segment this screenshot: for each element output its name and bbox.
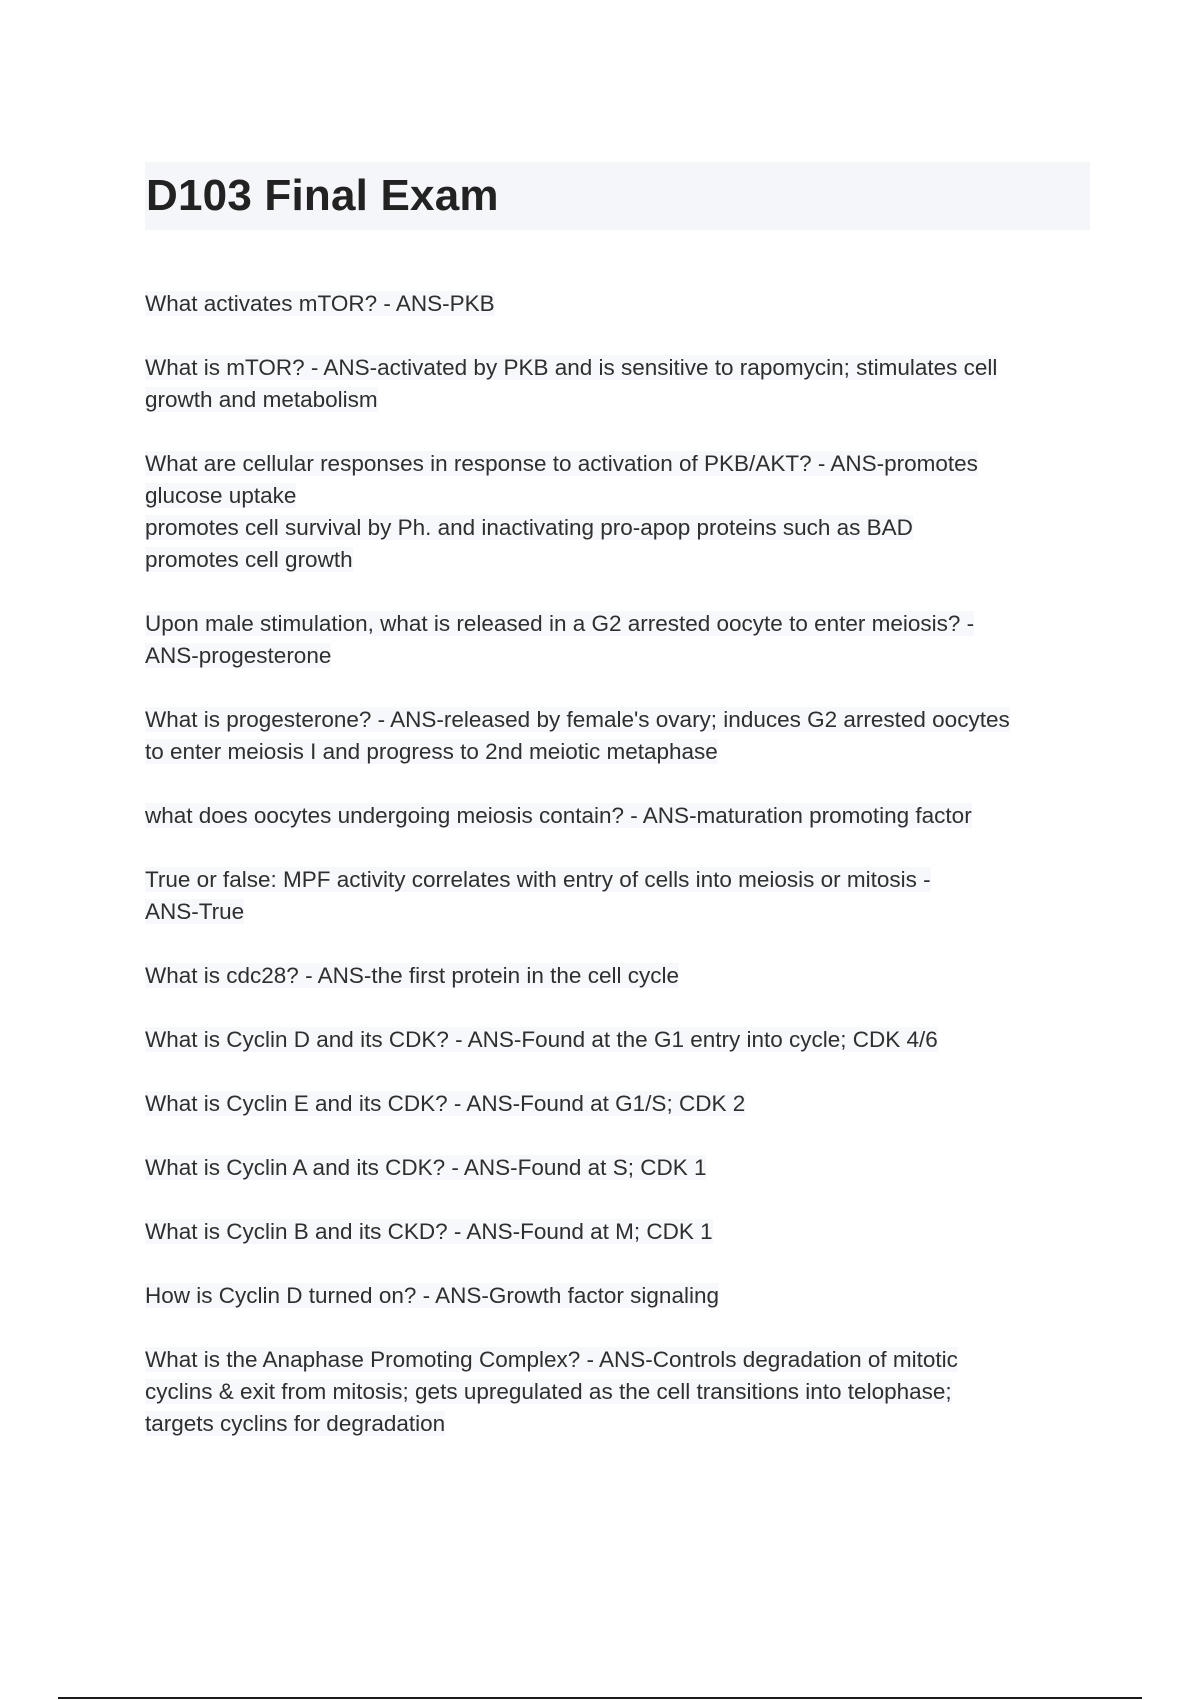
qa-line: What activates mTOR? - ANS-PKB — [145, 291, 495, 316]
document-title: D103 Final Exam — [146, 171, 499, 220]
qa-line: How is Cyclin D turned on? - ANS-Growth factor signaling — [145, 1283, 719, 1308]
qa-list — [145, 288, 1090, 1472]
footer-rule — [58, 1697, 1142, 1699]
qa-line: to enter meiosis I and progress to 2nd meiotic metaphase — [145, 739, 718, 764]
qa-line: glucose uptake — [145, 483, 297, 508]
qa-line: What is progesterone? - ANS-released by female's ovary; induces G2 arrested oocytes — [145, 707, 1010, 732]
qa-line: growth and metabolism — [145, 387, 378, 412]
qa-line: What are cellular responses in response to activation of PKB/AKT? - ANS-promotes — [145, 451, 978, 476]
qa-item — [145, 864, 1090, 928]
qa-item — [145, 1024, 1090, 1056]
qa-line: What is Cyclin D and its CDK? - ANS-Found at the G1 entry into cycle; CDK 4/6 — [145, 1027, 938, 1052]
qa-line: promotes cell survival by Ph. and inactivating pro-apop proteins such as BAD — [145, 515, 913, 540]
qa-line: ANS-progesterone — [145, 643, 332, 668]
qa-item — [145, 448, 1090, 576]
qa-line: What is mTOR? - ANS-activated by PKB and is sensitive to rapomycin; stimulates cell — [145, 355, 998, 380]
qa-line: what does oocytes undergoing meiosis contain? - ANS-maturation promoting factor — [145, 803, 972, 828]
qa-item — [145, 704, 1090, 768]
qa-item — [145, 1152, 1090, 1184]
qa-line: What is Cyclin E and its CDK? - ANS-Found at G1/S; CDK 2 — [145, 1091, 746, 1116]
qa-line: What is Cyclin A and its CDK? - ANS-Found at S; CDK 1 — [145, 1155, 707, 1180]
qa-item — [145, 608, 1090, 672]
qa-item — [145, 960, 1090, 992]
qa-item — [145, 1088, 1090, 1120]
title-band — [145, 162, 1090, 230]
qa-line: What is cdc28? - ANS-the first protein in the cell cycle — [145, 963, 679, 988]
qa-line: What is the Anaphase Promoting Complex? - ANS-Controls degradation of mitotic — [145, 1347, 958, 1372]
qa-line: Upon male stimulation, what is released in a G2 arrested oocyte to enter meiosis? - — [145, 611, 975, 636]
qa-item — [145, 352, 1090, 416]
qa-item — [145, 1280, 1090, 1312]
qa-line: cyclins & exit from mitosis; gets upregulated as the cell transitions into telophase; — [145, 1379, 952, 1404]
qa-line: promotes cell growth — [145, 547, 353, 572]
qa-item — [145, 800, 1090, 832]
qa-line: ANS-True — [145, 899, 245, 924]
qa-line: True or false: MPF activity correlates with entry of cells into meiosis or mitosis - — [145, 867, 931, 892]
qa-item — [145, 1216, 1090, 1248]
qa-line: What is Cyclin B and its CKD? - ANS-Found at M; CDK 1 — [145, 1219, 713, 1244]
qa-item — [145, 1344, 1090, 1440]
qa-line: targets cyclins for degradation — [145, 1411, 446, 1436]
qa-item — [145, 288, 1090, 320]
